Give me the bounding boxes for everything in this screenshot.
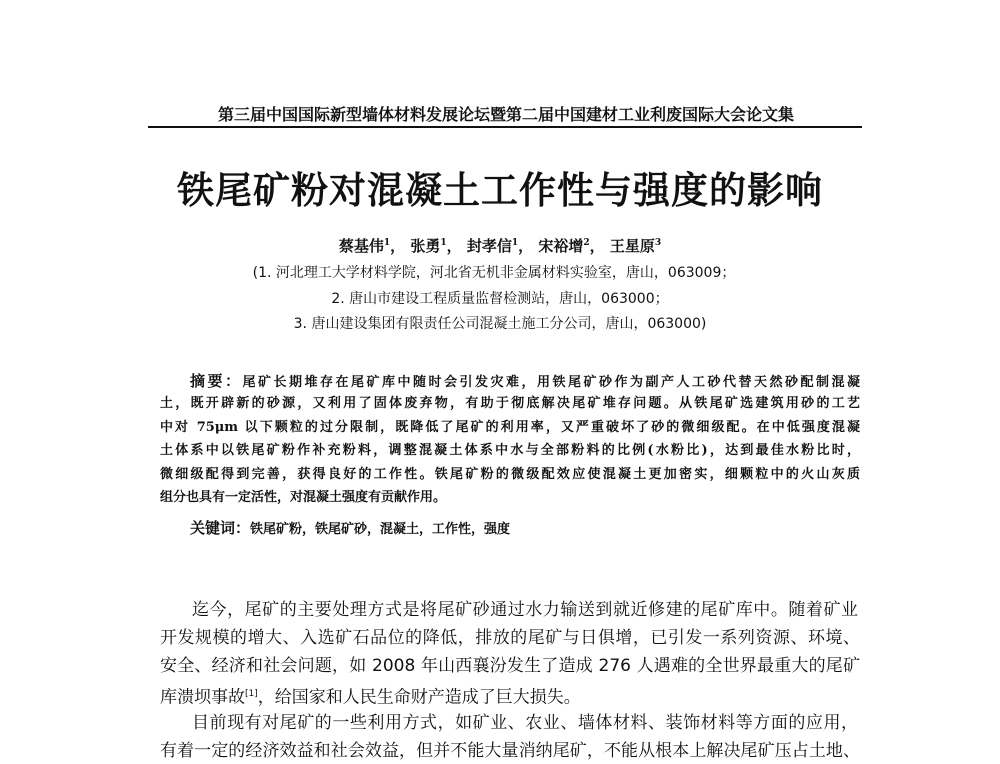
body-text: ，给国家和人民生命财产造成了巨大损失。 <box>257 687 581 707</box>
paper-title: 铁尾矿粉对混凝土工作性与强度的影响 <box>177 169 823 212</box>
author-affiliation-mark: 1 <box>511 238 519 248</box>
author-affiliation-mark: 2 <box>583 238 590 248</box>
author: 张勇 <box>410 237 441 255</box>
author: 宋裕增 <box>538 237 584 255</box>
abstract-line: 土，既开辟新的砂源，又利用了固体废弃物，有助于彻底解决尾矿堆存问题。从铁尾矿选建筑用砂的工艺 <box>160 396 860 411</box>
abstract-line: 微细级配得到完善，获得良好的工作性。铁尾矿粉的微级配效应使混凝土更加密实，细颗粒中的火山灰质 <box>160 467 860 482</box>
abstract-line: 中对 75μm 以下颗粒的过分限制，既降低了尾矿的利用率，又严重破坏了砂的微细级配。在中低强度混凝 <box>160 420 860 435</box>
abstract-line <box>190 371 860 391</box>
author-affiliation-mark: 1 <box>440 238 447 248</box>
author-affiliation-mark: 1 <box>383 238 391 248</box>
keywords-label: 关键词： <box>190 519 251 537</box>
abstract-text: 尾矿长期堆存在尾矿库中随时会引发灾难，用铁尾矿砂作为副产人工砂代替天然砂配制混凝 <box>242 375 860 390</box>
body-line: 迄今，尾矿的主要处理方式是将尾矿砂通过水力输送到就近修建的尾矿库中。随着矿业 <box>192 600 858 620</box>
keywords <box>190 518 890 538</box>
body-line <box>160 681 860 707</box>
author: 封孝信 <box>466 237 512 255</box>
header-rule <box>148 126 862 128</box>
body-line: 开发规模的增大、入选矿石品位的降低，排放的尾矿与日俱增，已引发一系列资源、环境、 <box>160 628 860 648</box>
author: 王星原 <box>609 237 655 255</box>
body-text: 库溃坝事故 <box>160 687 245 707</box>
abstract-label: 摘要： <box>190 372 243 390</box>
body-line: 有着一定的经济效益和社会效益，但并不能大量消纳尾矿，不能从根本上解决尾矿压占土地、 <box>160 741 860 761</box>
abstract-line: 组分也具有一定活性，对混凝土强度有贡献作用。 <box>160 490 447 505</box>
running-head: 第三届中国国际新型墙体材料发展论坛暨第二届中国建材工业利废国际大会论文集 <box>217 105 794 124</box>
affiliation-3: 3. 唐山建设集团有限责任公司混凝土施工分公司，唐山，063000) <box>293 316 707 332</box>
affiliation-1: (1. 河北理工大学材料学院，河北省无机非金属材料实验室，唐山，063009； <box>252 265 736 281</box>
affiliation-2: 2. 唐山市建设工程质量监督检测站，唐山，063000； <box>331 291 669 307</box>
body-line: 安全、经济和社会问题，如 2008 年山西襄汾发生了造成 276 人遇难的全世界最重大的尾矿 <box>160 656 860 676</box>
body-line: 目前现有对尾矿的一些利用方式，如矿业、农业、墙体材料、装饰材料等方面的应用， <box>192 713 858 733</box>
author-affiliation-mark: 3 <box>654 238 662 248</box>
abstract-line: 土体系中以铁尾矿粉作补充粉料，调整混凝土体系中水与全部粉料的比例(水粉比)，达到最佳水粉比时， <box>160 443 860 458</box>
citation-link[interactable]: [1] <box>245 689 258 699</box>
author-list: 蔡基伟$^1$， 张勇$^1$， 封孝信$^1$， 宋裕增$^2$， 王星原$^3$ <box>338 237 662 255</box>
author: 蔡基伟 <box>338 237 384 255</box>
keywords-text: 铁尾矿粉，铁尾矿砂，混凝土，工作性，强度 <box>250 522 511 537</box>
